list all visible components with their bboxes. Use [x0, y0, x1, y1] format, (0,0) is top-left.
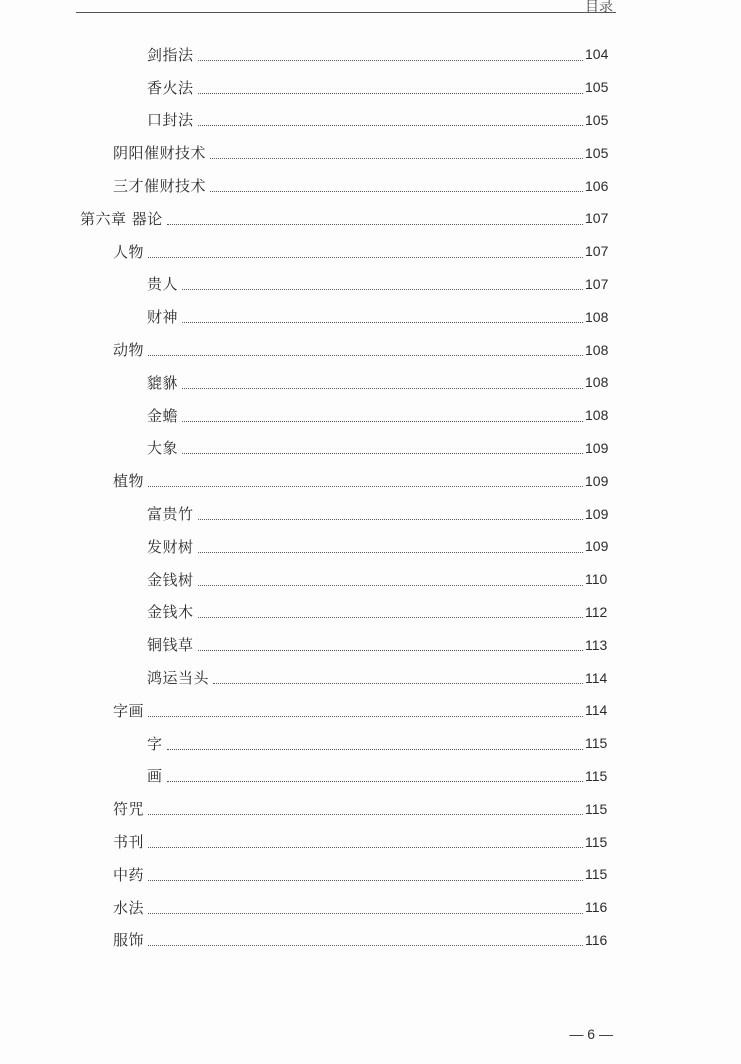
- toc-entry-page: 109: [585, 538, 609, 555]
- table-of-contents: [0, 38, 741, 956]
- toc-entry[interactable]: [0, 464, 613, 497]
- dot-leader: [148, 716, 583, 717]
- toc-entry-label: 三才催财技术: [113, 177, 207, 196]
- toc-entry-page: 115: [585, 800, 608, 817]
- toc-entry[interactable]: [0, 530, 613, 563]
- toc-entry-label: 中药: [113, 865, 145, 884]
- dot-leader: [210, 158, 583, 159]
- toc-entry[interactable]: [0, 628, 613, 661]
- toc-entry-label: 水法: [113, 898, 145, 917]
- dot-leader: [198, 519, 583, 520]
- toc-entry-page: 115: [585, 866, 608, 883]
- page-number: — 6 —: [569, 1026, 613, 1042]
- dot-leader: [148, 913, 583, 914]
- running-header-title: 目录: [585, 0, 613, 15]
- toc-entry-page: 106: [585, 177, 609, 194]
- toc-entry[interactable]: [0, 760, 613, 793]
- dot-leader: [198, 617, 583, 618]
- toc-entry-page: 105: [585, 144, 609, 161]
- toc-entry-page: 115: [585, 833, 608, 850]
- dot-leader: [148, 814, 583, 815]
- toc-entry-page: 104: [585, 46, 609, 63]
- toc-entry[interactable]: [0, 399, 613, 432]
- toc-entry-label: 金钱树: [147, 570, 194, 589]
- toc-entry-page: 110: [585, 571, 608, 588]
- toc-entry-page: 108: [585, 374, 609, 391]
- toc-entry[interactable]: [0, 300, 613, 333]
- toc-entry-label: 剑指法: [147, 45, 194, 64]
- toc-entry-label: 植物: [113, 472, 145, 491]
- toc-entry-page: 115: [585, 767, 608, 784]
- toc-entry[interactable]: [0, 432, 613, 465]
- dot-leader: [182, 453, 583, 454]
- dot-leader: [198, 125, 583, 126]
- toc-entry[interactable]: [0, 858, 613, 891]
- toc-entry[interactable]: [0, 825, 613, 858]
- toc-entry[interactable]: [0, 333, 613, 366]
- toc-entry-page: 105: [585, 111, 609, 128]
- dot-leader: [182, 289, 583, 290]
- dot-leader: [167, 749, 583, 750]
- toc-entry-page: 114: [585, 702, 608, 719]
- toc-entry-page: 113: [585, 636, 608, 653]
- toc-entry-label: 财神: [147, 308, 179, 327]
- dot-leader: [182, 388, 583, 389]
- toc-entry[interactable]: [0, 497, 613, 530]
- toc-entry[interactable]: [0, 202, 613, 235]
- toc-entry-label: 金钱木: [147, 603, 194, 622]
- toc-entry-page: 109: [585, 472, 609, 489]
- toc-entry-label: 字画: [113, 701, 145, 720]
- toc-entry-page: 116: [585, 931, 608, 948]
- toc-entry-page: 107: [585, 243, 609, 260]
- toc-entry-label: 服饰: [113, 931, 145, 950]
- toc-entry-label: 字: [147, 734, 163, 753]
- toc-entry-label: 金蟾: [147, 406, 179, 425]
- toc-entry[interactable]: [0, 661, 613, 694]
- toc-entry-page: 108: [585, 341, 609, 358]
- toc-entry-page: 107: [585, 275, 609, 292]
- dot-leader: [198, 93, 583, 94]
- toc-entry-page: 108: [585, 308, 609, 325]
- toc-entry[interactable]: [0, 366, 613, 399]
- dot-leader: [198, 585, 583, 586]
- dot-leader: [148, 945, 583, 946]
- toc-entry-label: 阴阳催财技术: [113, 144, 207, 163]
- toc-entry[interactable]: [0, 71, 613, 104]
- toc-entry-page: 108: [585, 407, 609, 424]
- dot-leader: [198, 60, 583, 61]
- toc-entry[interactable]: [0, 104, 613, 137]
- toc-entry-label: 铜钱草: [147, 636, 194, 655]
- toc-entry[interactable]: [0, 38, 613, 71]
- toc-entry-label: 发财树: [147, 537, 194, 556]
- toc-entry-page: 116: [585, 899, 608, 916]
- toc-entry[interactable]: [0, 727, 613, 760]
- toc-entry-label: 富贵竹: [147, 505, 194, 524]
- toc-entry-label: 画: [147, 767, 163, 786]
- dot-leader: [198, 552, 583, 553]
- toc-entry-page: 114: [585, 669, 608, 686]
- toc-entry[interactable]: [0, 924, 613, 957]
- dot-leader: [148, 880, 583, 881]
- toc-entry-label: 贵人: [147, 275, 179, 294]
- toc-entry[interactable]: [0, 694, 613, 727]
- dot-leader: [148, 257, 583, 258]
- dot-leader: [213, 683, 583, 684]
- toc-entry[interactable]: [0, 169, 613, 202]
- dot-leader: [148, 847, 583, 848]
- toc-entry-label: 口封法: [147, 111, 194, 130]
- toc-entry-page: 115: [585, 735, 608, 752]
- toc-entry-label: 大象: [147, 439, 179, 458]
- toc-entry-page: 105: [585, 79, 609, 96]
- header-rule: [76, 12, 616, 13]
- toc-entry-label: 书刊: [113, 833, 145, 852]
- dot-leader: [210, 191, 583, 192]
- toc-entry[interactable]: [0, 596, 613, 629]
- toc-entry-page: 107: [585, 210, 609, 227]
- dot-leader: [167, 224, 583, 225]
- toc-entry-page: 112: [585, 603, 608, 620]
- toc-entry[interactable]: [0, 235, 613, 268]
- toc-entry-label: 第六章 器论: [80, 209, 163, 228]
- toc-entry[interactable]: [0, 891, 613, 924]
- toc-entry-label: 貔貅: [147, 373, 179, 392]
- dot-leader: [182, 322, 583, 323]
- toc-entry-page: 109: [585, 439, 609, 456]
- toc-entry[interactable]: [0, 563, 613, 596]
- toc-entry-page: 109: [585, 505, 609, 522]
- dot-leader: [198, 650, 583, 651]
- dot-leader: [148, 486, 583, 487]
- dot-leader: [167, 781, 583, 782]
- toc-entry-label: 鸿运当头: [147, 669, 210, 688]
- toc-entry-label: 香火法: [147, 78, 194, 97]
- dot-leader: [182, 421, 583, 422]
- toc-entry[interactable]: [0, 268, 613, 301]
- dot-leader: [148, 355, 583, 356]
- toc-entry[interactable]: [0, 792, 613, 825]
- toc-entry-label: 符咒: [113, 800, 145, 819]
- toc-entry-label: 动物: [113, 341, 145, 360]
- toc-entry[interactable]: [0, 136, 613, 169]
- toc-entry-label: 人物: [113, 242, 145, 261]
